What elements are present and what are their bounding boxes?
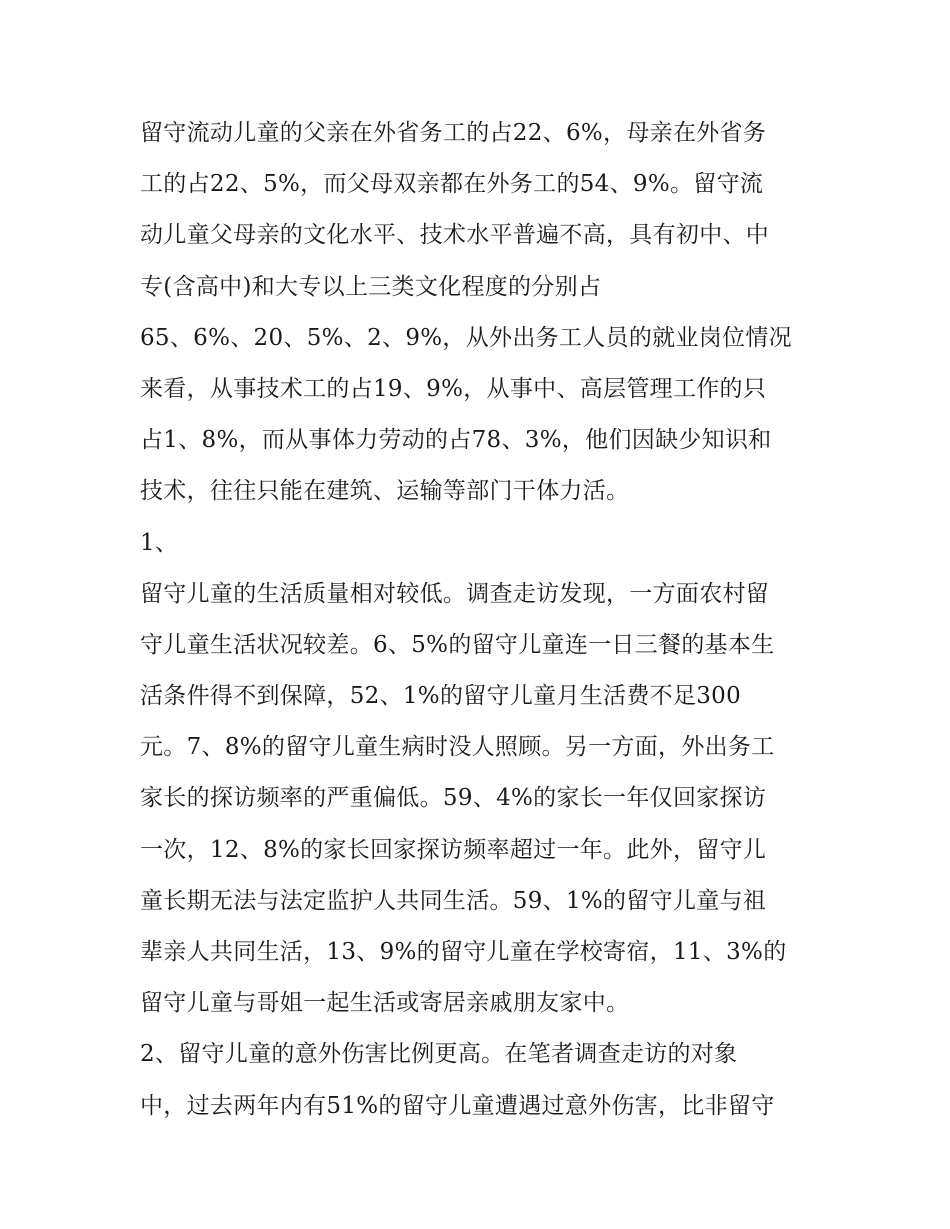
text-line: 辈亲人共同生活，13、9%的留守儿童在学校寄宿，11、3%的 [140, 939, 787, 965]
text-line: 活条件得不到保障，52、1%的留守儿童月生活费不足300 [140, 683, 742, 710]
text-line: 一次，12、8%的家长回家探访频率超过一年。此外，留守儿 [140, 836, 767, 863]
text-line: 专(含高中)和大专以上三类文化程度的分别占 [140, 273, 602, 300]
text-line: 留守儿童的生活质量相对较低。调查走访发现，一方面农村留 [140, 580, 770, 607]
text-line: 技术，往往只能在建筑、运输等部门干体力活。 [140, 478, 630, 505]
text-line: 动儿童父母亲的文化水平、技术水平普遍不高，具有初中、中 [140, 222, 770, 249]
section-number: 1、 [140, 529, 179, 556]
text-line: 家长的探访频率的严重偏低。59、4%的家长一年仅回家探访 [140, 785, 767, 812]
text-line: 来看，从事技术工的占19、9%，从事中、高层管理工作的只 [140, 375, 767, 402]
text-line: 留守流动儿童的父亲在外省务工的占22、6%，母亲在外省务 [140, 120, 767, 146]
text-line: 元。7、8%的留守儿童生病时没人照顾。另一方面，外出务工 [140, 734, 775, 761]
text-line: 工的占22、5%，而父母双亲都在外务工的54、9%。留守流 [140, 171, 764, 198]
text-line: 留守儿童与哥姐一起生活或寄居亲戚朋友家中。 [140, 990, 630, 1017]
body-text [140, 108, 820, 1132]
text-line: 童长期无法与法定监护人共同生活。59、1%的留守儿童与祖 [140, 887, 767, 914]
text-line: 守儿童生活状况较差。6、5%的留守儿童连一日三餐的基本生 [140, 631, 775, 658]
text-line: 2、留守儿童的意外伤害比例更高。在笔者调查走访的对象 [140, 1041, 738, 1068]
text-line: 中，过去两年内有51%的留守儿童遭遇过意外伤害，比非留守 [140, 1092, 775, 1119]
text-line: 占1、8%，而从事体力劳动的占78、3%，他们因缺少知识和 [140, 427, 772, 454]
text-line: 65、6%、20、5%、2、9%，从外出务工人员的就业岗位情况 [140, 324, 792, 351]
